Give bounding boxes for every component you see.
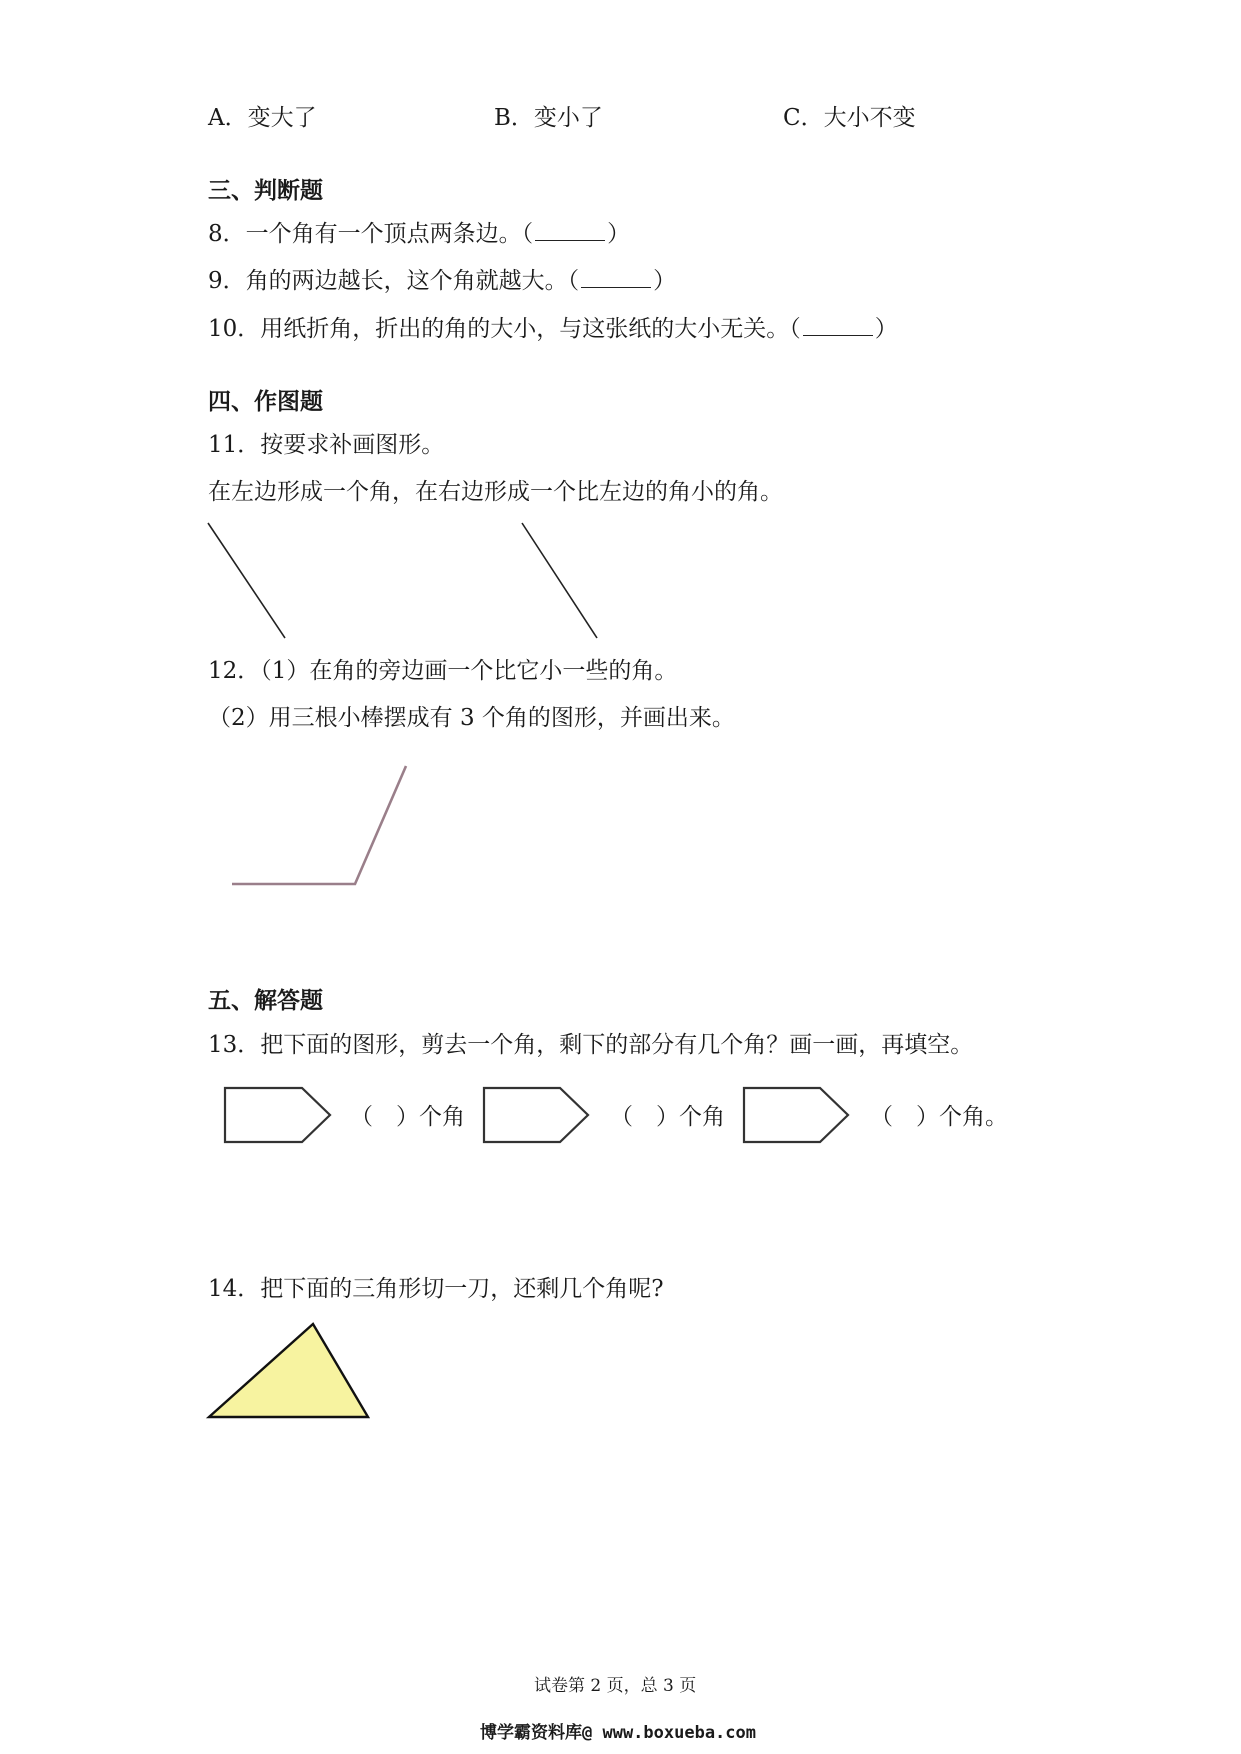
q14-triangle[interactable]	[209, 1324, 368, 1417]
fill-blank-3: （ ）个角。	[870, 1104, 1008, 1130]
choice-a: A．变大了	[208, 105, 317, 131]
question-9-close: ）	[653, 268, 677, 294]
page-number: 试卷第 2 页，总 3 页	[534, 1676, 697, 1696]
section-5-title: 五、解答题	[208, 987, 323, 1014]
fill-blank-2: （ ）个角	[610, 1104, 725, 1130]
q11-left-ray[interactable]	[208, 523, 285, 638]
choice-c: C．大小不变	[783, 105, 916, 131]
question-9-text: 9．角的两边越长，这个角就越大。（	[208, 268, 580, 294]
q12-angle[interactable]	[232, 766, 406, 884]
q13-pentagon-2[interactable]	[484, 1088, 588, 1142]
question-8-text: 8．一个角有一个顶点两条边。（	[208, 221, 534, 247]
choice-b: B．变小了	[494, 105, 603, 131]
source-watermark: 博学霸资料库@ www.boxueba.com	[480, 1723, 756, 1743]
question-12-part-2: （2）用三根小棒摆成有 3 个角的图形，并画出来。	[208, 705, 735, 731]
question-13: 13．把下面的图形，剪去一个角，剩下的部分有几个角？画一画，再填空。	[208, 1032, 974, 1058]
question-14: 14．把下面的三角形切一刀，还剩几个角呢?	[208, 1276, 664, 1302]
question-8-close: ）	[607, 221, 631, 247]
question-11-description: 在左边形成一个角，在右边形成一个比左边的角小的角。	[208, 479, 783, 505]
q13-pentagon-1[interactable]	[225, 1088, 330, 1142]
section-4-title: 四、作图题	[208, 388, 323, 415]
q11-right-ray[interactable]	[522, 523, 597, 638]
question-12-part-1: 12．（1）在角的旁边画一个比它小一些的角。	[208, 658, 678, 684]
q13-pentagon-3[interactable]	[744, 1088, 848, 1142]
question-10-text: 10．用纸折角，折出的角的大小，与这张纸的大小无关。（	[208, 316, 801, 342]
question-10-close: ）	[874, 316, 898, 342]
question-11: 11．按要求补画图形。	[208, 432, 445, 458]
section-3-title: 三、判断题	[208, 177, 323, 204]
fill-blank-1: （ ）个角	[350, 1104, 465, 1130]
